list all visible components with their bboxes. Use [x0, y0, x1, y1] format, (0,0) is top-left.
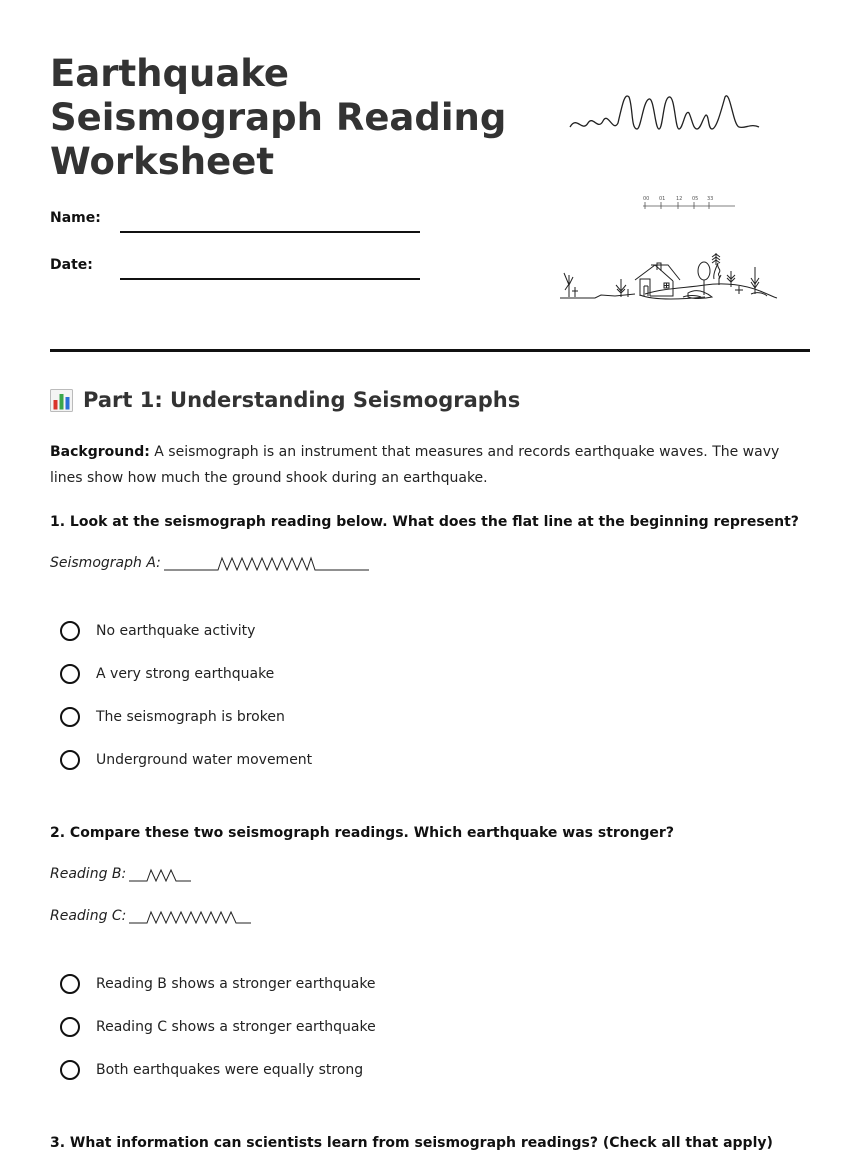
radio-button[interactable]: [60, 664, 80, 684]
q1-option-2[interactable]: [60, 664, 274, 684]
q1-option-3-label: The seismograph is broken: [96, 709, 285, 725]
title-line-1: Earthquake: [50, 52, 290, 95]
radio-button[interactable]: [60, 1017, 80, 1037]
q1-option-3[interactable]: [60, 707, 285, 727]
q2-option-1[interactable]: [60, 974, 376, 994]
radio-button[interactable]: [60, 1060, 80, 1080]
q1-option-4-label: Underground water movement: [96, 752, 313, 768]
radio-button[interactable]: [60, 750, 80, 770]
q1-option-4[interactable]: [60, 750, 312, 770]
seismograph-a-reading: [50, 555, 370, 571]
q1-option-1-label: No earthquake activity: [96, 623, 256, 639]
q2-option-2-label: Reading C shows a stronger earthquake: [96, 1019, 376, 1035]
background-label: Background:: [50, 444, 150, 460]
section-heading-text: Part 1: Understanding Seismographs: [83, 388, 521, 412]
title-line-2: Seismograph Reading: [50, 96, 507, 139]
question-2-text: 2. Compare these two seismograph readings. Which earthquake was stronger?: [50, 825, 674, 841]
scale-tick-3: 12: [676, 196, 683, 202]
question-1-text: 1. Look at the seismograph reading below. What does the flat line at the beginning represent?: [50, 514, 799, 530]
reading-b: [50, 866, 209, 882]
page-title: [50, 52, 520, 184]
background-paragraph: [50, 439, 815, 491]
scale-tick-2: 01: [659, 196, 666, 202]
scale-tick-1: 00: [643, 196, 650, 202]
title-line-3: Worksheet: [50, 140, 275, 183]
scale-tick-4: 05: [692, 196, 699, 202]
section-heading-part-1: [50, 388, 520, 412]
bar-chart-icon: [50, 389, 73, 412]
seismograph-house-illustration: [555, 85, 790, 310]
radio-button[interactable]: [60, 707, 80, 727]
reading-c-trace: [129, 908, 274, 924]
date-field[interactable]: [120, 278, 420, 280]
scale-ruler: [643, 202, 735, 209]
seismograph-a-label: Seismograph A:: [50, 555, 161, 571]
name-label: Name:: [50, 210, 101, 226]
q2-option-1-label: Reading B shows a stronger earthquake: [96, 976, 376, 992]
date-label: Date:: [50, 257, 93, 273]
radio-button[interactable]: [60, 621, 80, 641]
name-field[interactable]: [120, 231, 420, 233]
q1-option-2-label: A very strong earthquake: [96, 666, 275, 682]
q2-option-2[interactable]: [60, 1017, 376, 1037]
scale-tick-5: 33: [707, 196, 714, 202]
reading-c-label: Reading C:: [50, 908, 127, 924]
reading-b-label: Reading B:: [50, 866, 127, 882]
reading-c: [50, 908, 274, 924]
q2-option-3[interactable]: [60, 1060, 363, 1080]
reading-b-trace: [129, 866, 209, 882]
section-divider: [50, 349, 810, 352]
seismic-wave-line-art: [570, 96, 759, 129]
q2-option-3-label: Both earthquakes were equally strong: [96, 1062, 364, 1078]
seismograph-a-trace: [164, 555, 370, 571]
question-3-text: 3. What information can scientists learn from seismograph readings? (Check all that apply): [50, 1135, 773, 1151]
q1-option-1[interactable]: [60, 621, 255, 641]
landscape-sketch: [560, 253, 777, 299]
radio-button[interactable]: [60, 974, 80, 994]
background-text: A seismograph is an instrument that measures and records earthquake waves. The wavy lines show how much the ground shook during an earthquake.: [50, 444, 780, 486]
